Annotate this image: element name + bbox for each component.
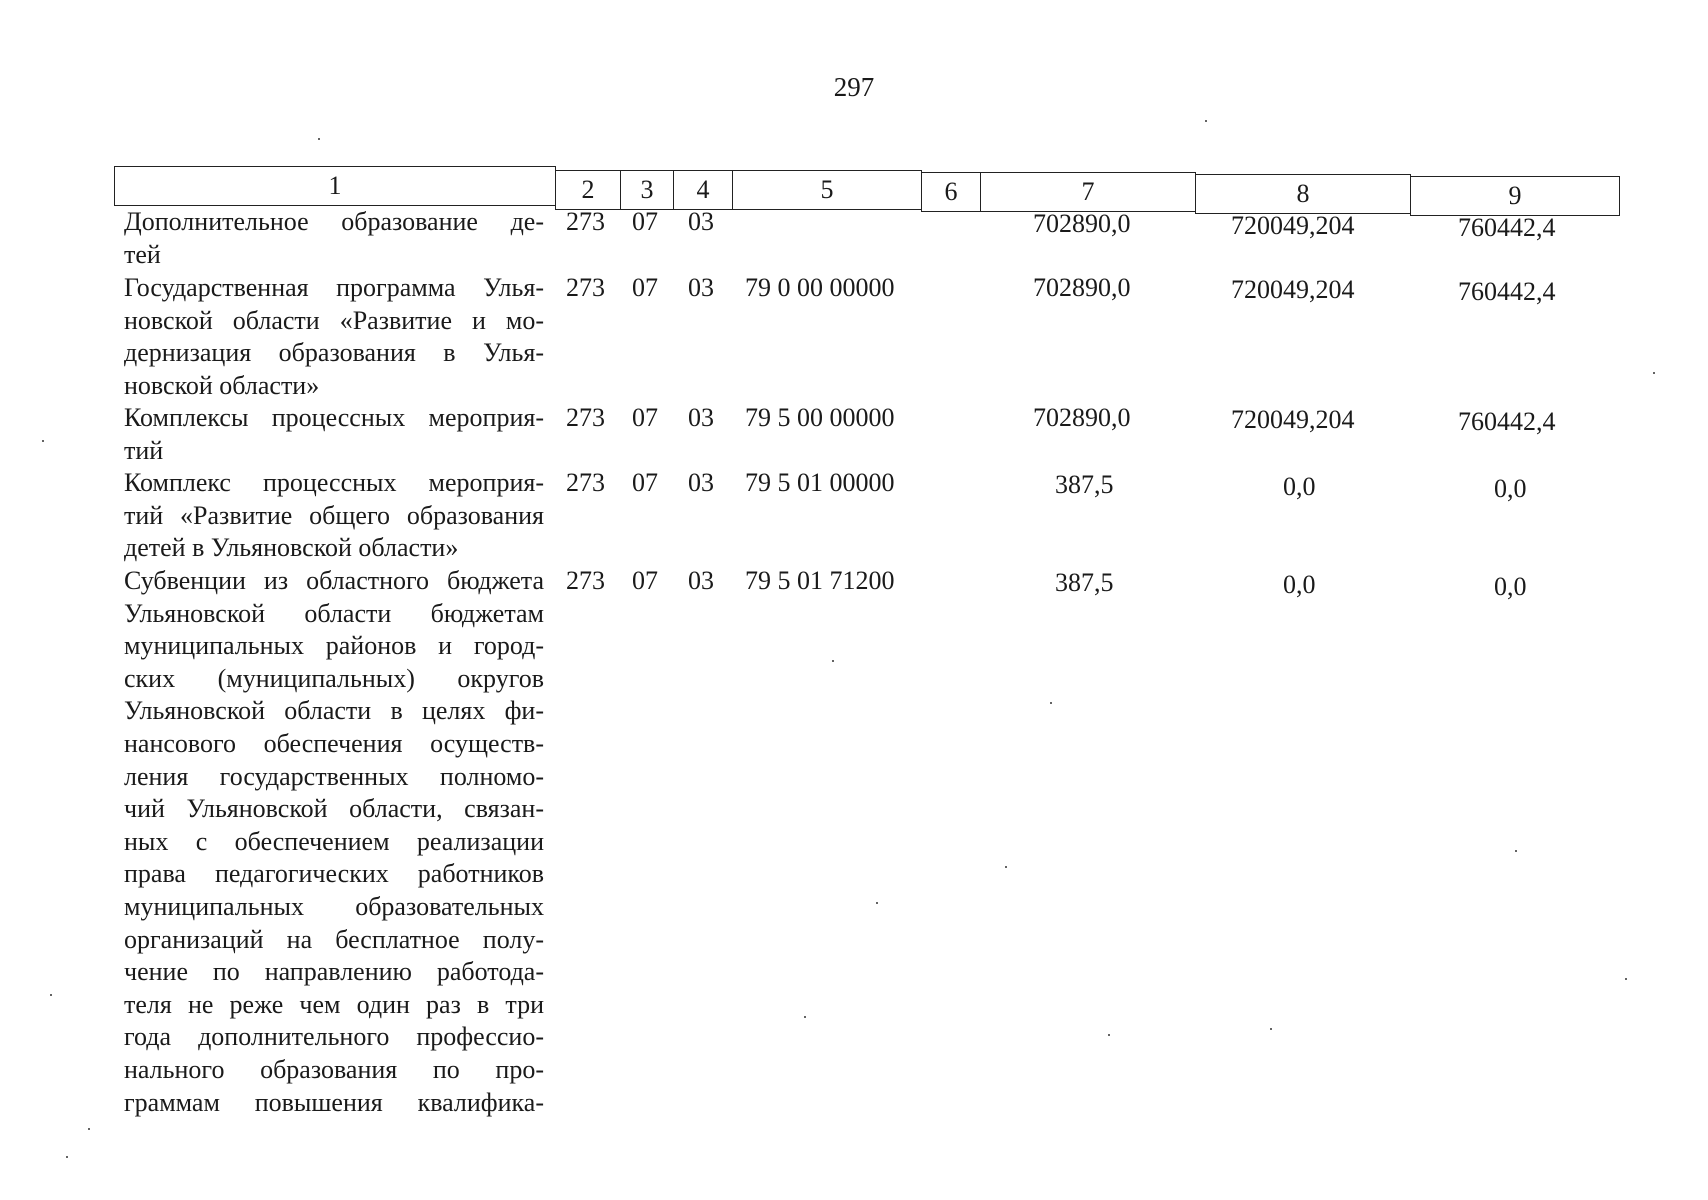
row-description-line: чение по направлению работода- <box>124 957 544 987</box>
cell-col-7: 702890,0 <box>1033 403 1131 432</box>
cell-col-8: 0,0 <box>1283 570 1316 599</box>
scan-speck <box>876 902 878 904</box>
scan-speck <box>1205 120 1207 122</box>
row-description-line: ских (муниципальных) округов <box>124 663 544 693</box>
cell-col-8: 0,0 <box>1283 472 1316 501</box>
row-description-line: муниципальных образовательных <box>124 891 544 921</box>
row-description <box>124 206 544 271</box>
row-description-line: года дополнительного профессио- <box>124 1022 544 1052</box>
cell-col-3: 07 <box>632 273 658 302</box>
row-description-line: тей <box>124 239 161 269</box>
row-description-line: нансового обеспечения осуществ- <box>124 728 544 758</box>
row-description-line: тий <box>124 435 164 465</box>
scan-speck <box>1625 978 1627 980</box>
row-description-line: Субвенции из областного бюджета <box>124 566 544 595</box>
row-description <box>124 565 544 1119</box>
scan-speck <box>832 660 834 662</box>
header-col-1: 1 <box>114 166 556 206</box>
header-col-5: 5 <box>732 170 922 210</box>
row-description <box>124 402 544 467</box>
cell-col-8: 720049,204 <box>1231 211 1355 240</box>
row-description-line: тий «Развитие общего образования <box>124 500 544 530</box>
cell-col-2: 273 <box>566 566 605 595</box>
row-description-line: Ульяновской области в целях фи- <box>124 696 544 726</box>
cell-col-8: 720049,204 <box>1231 405 1355 434</box>
scan-speck <box>804 1016 806 1018</box>
row-description <box>124 272 544 402</box>
row-description-line: чий Ульяновской области, связан- <box>124 794 544 824</box>
row-description-line: нального образования по про- <box>124 1054 544 1084</box>
cell-col-7: 387,5 <box>1055 470 1114 499</box>
row-description-line: организаций на бесплатное полу- <box>124 924 544 954</box>
cell-col-3: 07 <box>632 403 658 432</box>
cell-col-2: 273 <box>566 403 605 432</box>
table-header <box>114 168 1608 208</box>
row-description-line: новской области» <box>124 370 320 400</box>
scan-speck <box>1515 850 1517 852</box>
row-description-line: права педагогических работников <box>124 859 544 889</box>
header-col-3: 3 <box>620 170 674 210</box>
scan-speck <box>66 1156 68 1158</box>
row-description-line: Государственная программа Улья- <box>124 273 544 302</box>
cell-col-2: 273 <box>566 207 605 236</box>
cell-col-7: 702890,0 <box>1033 209 1131 238</box>
row-description-line: дернизация образования в Улья- <box>124 338 544 368</box>
scan-speck <box>42 440 44 442</box>
cell-col-7: 702890,0 <box>1033 273 1131 302</box>
cell-col-5: 79 0 00 00000 <box>745 273 895 302</box>
scan-speck <box>50 994 52 996</box>
header-col-7: 7 <box>980 172 1196 212</box>
cell-col-3: 07 <box>632 207 658 236</box>
row-description-line: новской области «Развитие и мо- <box>124 305 544 335</box>
row-description-line: ных с обеспечением реализации <box>124 826 544 856</box>
scan-speck <box>1270 1028 1272 1030</box>
scan-speck <box>1050 702 1052 704</box>
cell-col-7: 387,5 <box>1055 568 1114 597</box>
header-col-6: 6 <box>921 172 981 212</box>
cell-col-4: 03 <box>688 566 714 595</box>
cell-col-2: 273 <box>566 273 605 302</box>
cell-col-4: 03 <box>688 403 714 432</box>
cell-col-3: 07 <box>632 566 658 595</box>
row-description-line: детей в Ульяновской области» <box>124 533 459 563</box>
cell-col-4: 03 <box>688 207 714 236</box>
scan-speck <box>1005 866 1007 868</box>
cell-col-4: 03 <box>688 273 714 302</box>
row-description-line: Комплекс процессных мероприя- <box>124 468 544 497</box>
row-description <box>124 467 544 565</box>
page-number: 297 <box>833 72 875 102</box>
scan-speck <box>1653 372 1655 374</box>
header-col-4: 4 <box>673 170 733 210</box>
cell-col-9: 0,0 <box>1494 474 1527 503</box>
row-description-line: Ульяновской области бюджетам <box>124 598 544 628</box>
cell-col-5: 79 5 01 00000 <box>745 468 895 497</box>
row-description-line: Дополнительное образование де- <box>124 207 544 236</box>
cell-col-5: 79 5 00 00000 <box>745 403 895 432</box>
cell-col-2: 273 <box>566 468 605 497</box>
header-col-9: 9 <box>1410 176 1620 216</box>
header-col-8: 8 <box>1195 174 1411 214</box>
row-description-line: теля не реже чем один раз в три <box>124 989 544 1019</box>
scan-speck <box>1108 1034 1110 1036</box>
cell-col-3: 07 <box>632 468 658 497</box>
row-description-line: Комплексы процессных мероприя- <box>124 403 544 432</box>
header-col-2: 2 <box>555 170 621 210</box>
cell-col-9: 0,0 <box>1494 572 1527 601</box>
row-description-line: граммам повышения квалифика- <box>124 1087 544 1117</box>
cell-col-9: 760442,4 <box>1458 407 1556 436</box>
row-description-line: муниципальных районов и город- <box>124 631 544 661</box>
row-description-line: ления государственных полномо- <box>124 761 544 791</box>
scan-speck <box>88 1128 90 1130</box>
cell-col-8: 720049,204 <box>1231 275 1355 304</box>
cell-col-4: 03 <box>688 468 714 497</box>
cell-col-9: 760442,4 <box>1458 213 1556 242</box>
cell-col-5: 79 5 01 71200 <box>745 566 895 595</box>
cell-col-9: 760442,4 <box>1458 277 1556 306</box>
scan-speck <box>318 138 320 140</box>
